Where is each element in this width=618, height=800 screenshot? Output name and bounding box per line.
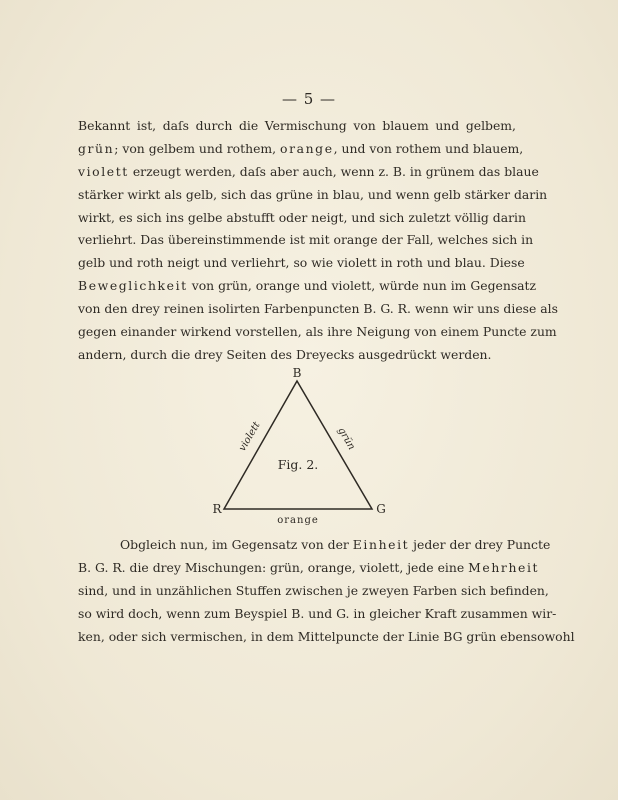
text-line <box>78 252 525 275</box>
text-line <box>78 229 534 252</box>
color-triangle-figure <box>198 362 398 532</box>
paragraph-1 <box>78 115 558 367</box>
text-run: verliehrt. Das übereinstimmende ist mit orange der Fall, welches sich in <box>78 232 534 248</box>
emphasis-einheit: Einheit <box>352 537 410 552</box>
paragraph-2 <box>78 534 575 648</box>
text-line <box>78 115 516 138</box>
text-line <box>78 161 539 184</box>
text-run: ; von gelbem und rothem, <box>114 140 281 156</box>
figure-caption: Fig. 2. <box>277 457 319 472</box>
emphasis-gruen: grün <box>78 140 115 156</box>
text-line <box>78 184 548 207</box>
text-run: wirkt, es sich ins gelbe abstufft oder neigt, und sich zuletzt völlig darin <box>78 209 526 225</box>
text-run: erzeugt werden, daſs aber auch, wenn z. B. in grünem das blaue <box>128 163 539 179</box>
text-run: sind, und in unzählichen Stuffen zwischen je zweyen Farben sich befinden, <box>78 582 549 598</box>
text-run: gelb und roth neigt und verliehrt, so wie violett in roth und blau. Diese <box>78 255 525 271</box>
text-line <box>78 138 524 161</box>
emphasis-orange: orange <box>280 140 334 156</box>
text-run: von grün, orange und violett, würde nun im Gegensatz <box>187 278 537 294</box>
emphasis-beweglichkeit: Beweglichkeit <box>78 278 188 294</box>
vertex-label-r: R <box>212 502 222 516</box>
text-run: gegen einander wirkend vorstellen, als ihre Neigung von einem Puncte zum <box>78 324 557 340</box>
text-run: stärker wirkt als gelb, sich das grüne in blau, und wenn gelb stärker darin <box>78 186 548 202</box>
side-label-violett: violett <box>237 420 263 454</box>
emphasis-violett: violett <box>78 163 129 179</box>
emphasis-mehrheit: Mehrheit <box>468 559 540 575</box>
text-run: jeder der drey Puncte <box>409 537 551 552</box>
triangle-diagram <box>198 362 398 532</box>
text-run: andern, durch die drey Seiten des Dreyecks ausgedrückt werden. <box>78 346 492 362</box>
text-run: , und von rothem und blauem, <box>333 140 524 156</box>
text-line <box>78 534 551 557</box>
text-line <box>78 557 540 580</box>
side-label-orange: orange <box>277 515 319 526</box>
text-run: ken, oder sich vermischen, in dem Mittelpuncte der Linie BG grün ebensowohl <box>78 628 575 644</box>
text-run: so wird doch, wenn zum Beyspiel B. und G. in gleicher Kraft zusammen wir- <box>78 605 557 621</box>
text-line <box>78 626 575 649</box>
text-run: von den drey reinen isolirten Farbenpuncten B. G. R. wenn wir uns diese als <box>78 301 558 317</box>
text-run: Bekannt ist, daſs durch die Vermischung von blauem und gelbem, <box>78 118 516 133</box>
vertex-label-g: G <box>376 502 386 516</box>
text-line <box>78 298 558 321</box>
text-line <box>78 207 526 230</box>
text-line <box>78 603 557 626</box>
text-line <box>78 580 549 603</box>
page-number: — 5 — <box>281 90 337 108</box>
text-run: B. G. R. die drey Mischungen: grün, orange, violett, jede eine <box>78 559 469 575</box>
text-line <box>78 321 557 344</box>
side-label-gruen: grün <box>335 425 357 452</box>
text-run: Obgleich nun, im Gegensatz von der <box>120 537 353 552</box>
vertex-label-b: B <box>292 366 302 380</box>
text-line <box>78 275 537 298</box>
